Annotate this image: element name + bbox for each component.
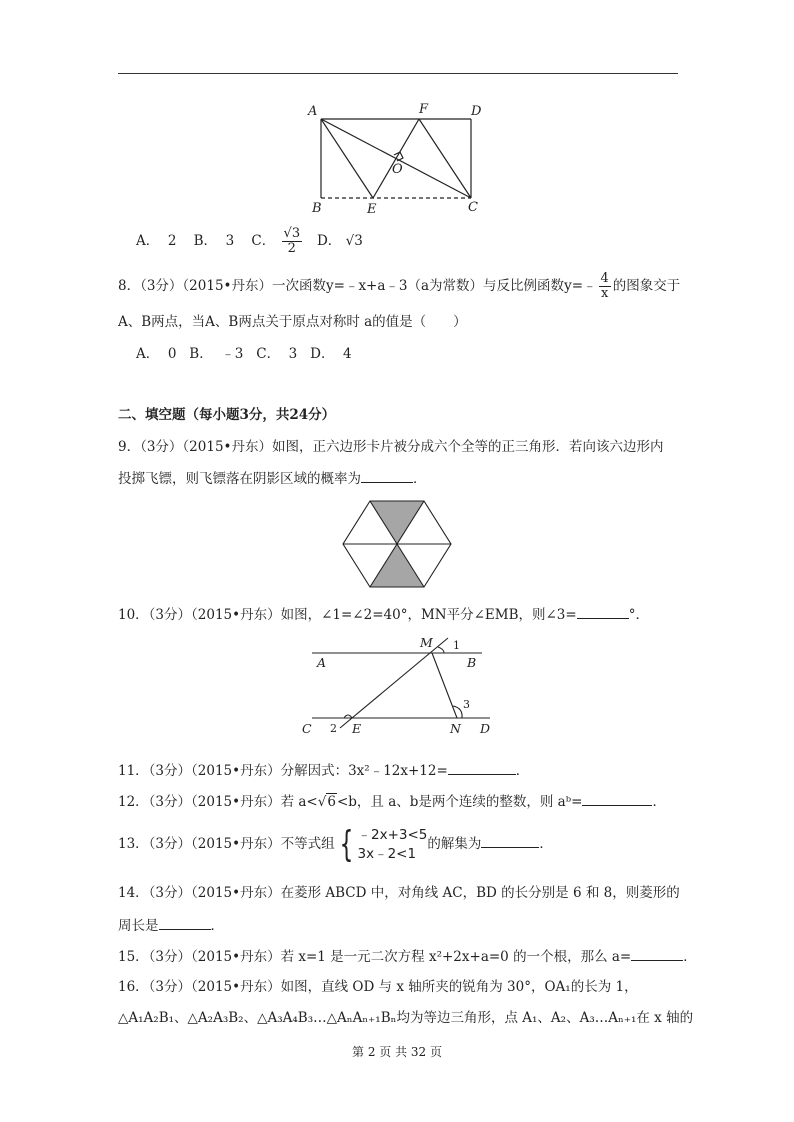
section-2-heading: 二、填空题（每小题3分，共24分） — [118, 407, 336, 423]
q7-rectangle-figure — [305, 98, 495, 220]
q10-label-1: 1 — [453, 639, 460, 652]
q7-label-C: C — [468, 200, 478, 215]
q13-line: 13．（3分）（2015•丹东）不等式组 { ﹣2x+3<5 3x﹣2<1 的解集为 ． — [118, 823, 553, 865]
q9-answer-blank — [361, 468, 413, 483]
q10-label-B: B — [467, 655, 477, 670]
q10-label-M: M — [420, 635, 433, 650]
q7-opt-a-label: A． — [136, 233, 160, 249]
q10-label-N: N — [450, 721, 461, 736]
q13-answer-blank — [481, 833, 539, 848]
q16-line2: △A₁A₂B₁、△A₂A₃B₂、△A₃A₄B₃…△AₙAₙ₊₁Bₙ均为等边三角形，点 A₁、A₂、A₃…Aₙ₊₁在 x 轴的 — [118, 1010, 694, 1026]
q10-label-3: 3 — [463, 698, 470, 711]
q15-answer-blank — [631, 946, 683, 961]
q16-line1: 16．（3分）（2015•丹东）如图，直线 OD 与 x 轴所夹的锐角为 30°，OA₁的长为 1， — [118, 979, 638, 995]
q13-brace: { — [339, 823, 353, 865]
q10-label-E: E — [352, 721, 362, 736]
q14-line2: 周长是 ． — [118, 915, 224, 935]
q11-answer-blank — [448, 760, 516, 775]
q7-opt-b-value: 3 — [225, 233, 235, 249]
q7-label-E: E — [367, 202, 377, 217]
q10-label-D: D — [480, 721, 491, 736]
q10-line: 10．（3分）（2015•丹东）如图，∠1=∠2=40°，MN平分∠EMB，则∠3= °． — [118, 604, 649, 624]
q8-line1: 8．（3分）（2015•丹东）一次函数y=﹣x+a﹣3（a为常数）与反比例函数y=﹣ $\frac{4}{x}$ 的图象交于 — [118, 271, 681, 301]
q7-label-D: D — [471, 104, 482, 119]
q13-system: ﹣2x+3<5 3x﹣2<1 — [357, 826, 428, 862]
q11-line: 11．（3分）（2015•丹东）分解因式：3x²﹣12x+12= ． — [118, 760, 529, 780]
q7-opt-c-fraction: $\frac{√3}{2}$ — [283, 226, 301, 256]
q7-opt-d-label: D． — [316, 233, 342, 249]
q10-answer-blank — [577, 604, 629, 619]
q10-label-2: 2 — [330, 722, 337, 735]
q7-label-B: B — [312, 201, 322, 216]
q10-parallel-lines-figure — [300, 632, 500, 740]
q14-answer-blank — [159, 915, 211, 930]
page-footer: 第 2 页 共 32 页 — [352, 1045, 442, 1059]
q8-line2: A、B两点，当A、B两点关于原点对称时 a的值是（ ） — [118, 314, 467, 330]
q7-opt-d-value: √3 — [345, 233, 363, 249]
q10-label-A: A — [317, 655, 327, 670]
q12-sqrt: √6 — [317, 794, 336, 810]
q15-line: 15．（3分）（2015•丹东）若 x=1 是一元二次方程 x²+2x+a=0 的一个根，那么 a= ． — [118, 946, 697, 966]
q7-opt-b-label: B． — [193, 233, 218, 249]
q12-answer-blank — [582, 791, 652, 806]
q8-options: A． 0 B． ﹣3 C． 3 D． 4 — [136, 346, 352, 362]
q14-line1: 14．（3分）（2015•丹东）在菱形 ABCD 中，对角线 AC，BD 的长分别是 6 和 8，则菱形的 — [118, 885, 680, 901]
q7-label-A: A — [308, 104, 318, 119]
q7-options — [136, 226, 363, 262]
header-rule — [118, 73, 678, 74]
q7-label-F: F — [419, 102, 429, 117]
q12-line: 12．（3分）（2015•丹东）若 a<√6<b，且 a、b是两个连续的整数，则 aᵇ= ． — [118, 791, 666, 811]
q9-line2: 投掷飞镖，则飞镖落在阴影区域的概率为 ． — [118, 468, 427, 488]
q7-opt-a-value: 2 — [167, 233, 177, 249]
q10-label-C: C — [302, 721, 312, 736]
q7-opt-c-label: C． — [251, 233, 276, 249]
q8-fraction: $\frac{4}{x}$ — [600, 271, 609, 301]
q9-line1: 9．（3分）（2015•丹东）如图，正六边形卡片被分成六个全等的正三角形．若向该六边形内 — [118, 439, 664, 455]
q9-hexagon-figure — [340, 496, 454, 592]
q7-label-O: O — [392, 162, 403, 177]
